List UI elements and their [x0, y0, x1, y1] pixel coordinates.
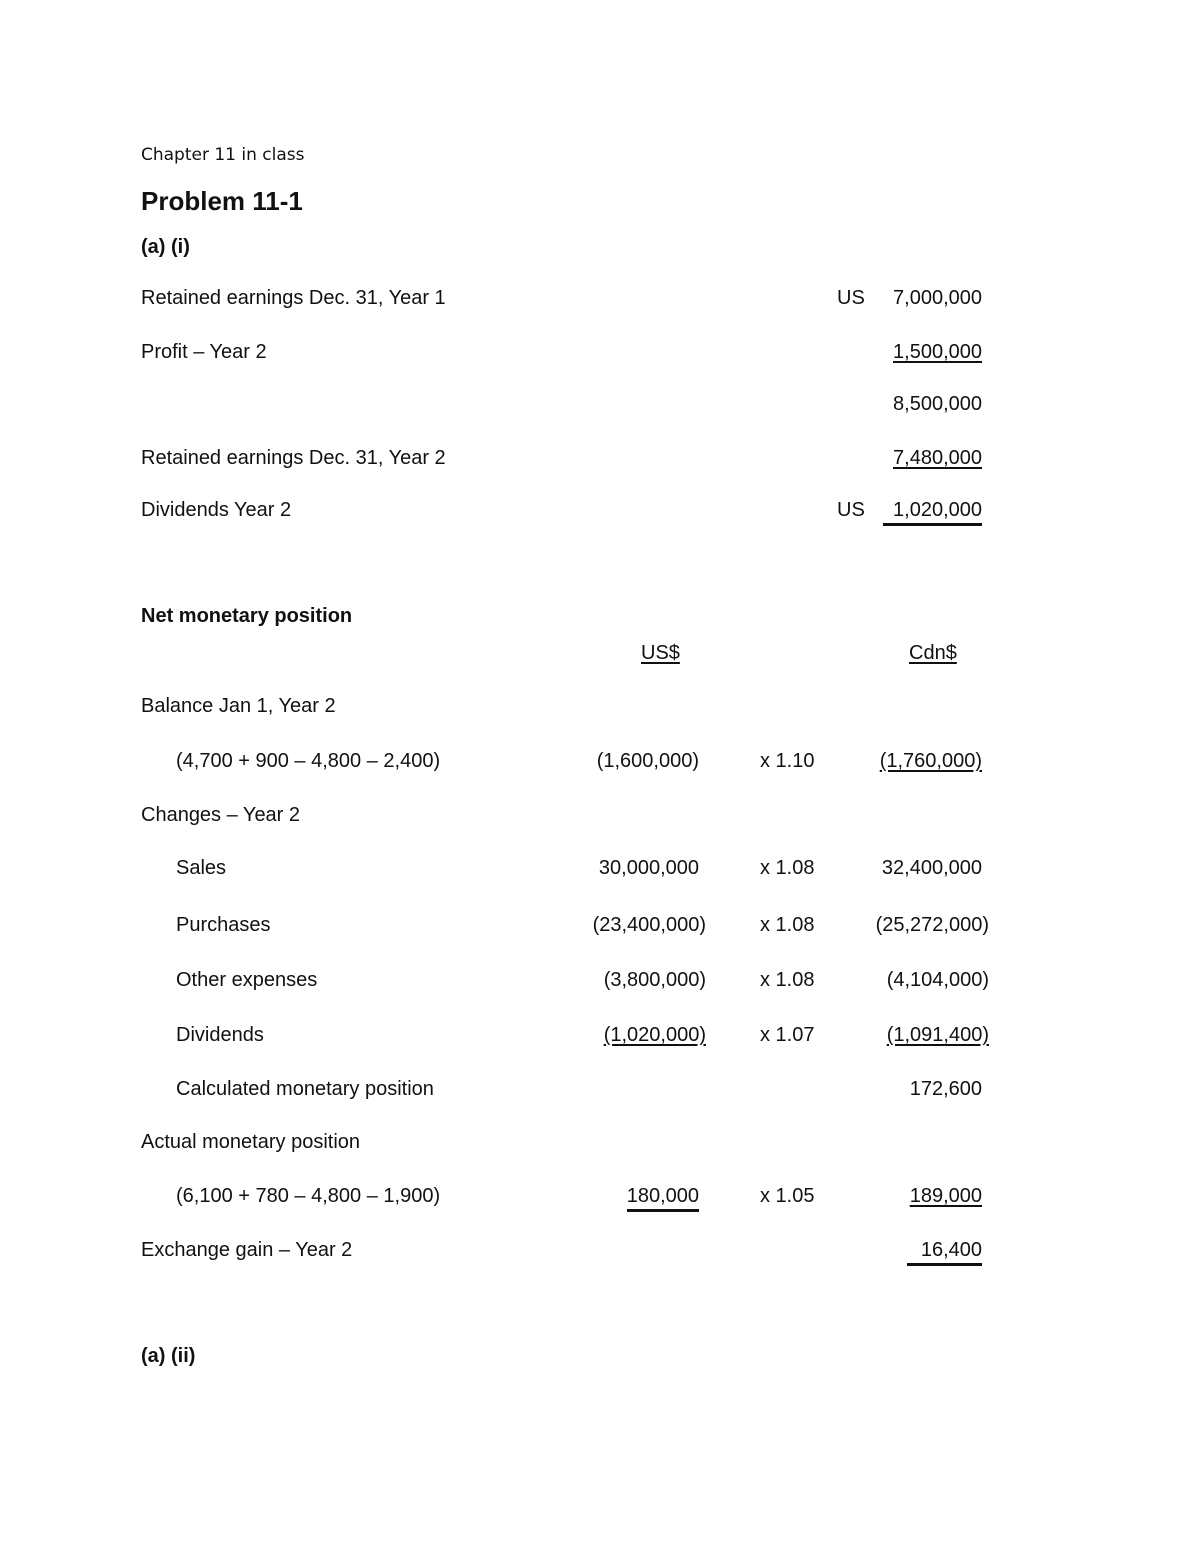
part-a-i-heading: (a) (i): [141, 236, 190, 258]
re-year2-value: 7,480,000: [893, 447, 982, 469]
re-year1-value: 7,000,000: [893, 287, 982, 309]
actual-rate: x 1.05: [760, 1185, 815, 1207]
actual-label: Actual monetary position: [141, 1131, 361, 1153]
dividends-currency: US: [837, 499, 865, 521]
row-other-expenses-rate: x 1.08: [760, 969, 815, 991]
row-purchases-cdn: (25,272,000): [875, 914, 989, 936]
calculated-cdn: 172,600: [909, 1078, 982, 1100]
col-usd-header: US$: [641, 642, 680, 664]
changes-label: Changes – Year 2: [141, 804, 301, 826]
row-dividends-rate: x 1.07: [760, 1024, 815, 1046]
balance-label: Balance Jan 1, Year 2: [141, 695, 336, 717]
net-monetary-heading: Net monetary position: [141, 605, 353, 627]
profit-value: 1,500,000: [893, 341, 982, 363]
balance-rate: x 1.10: [760, 750, 815, 772]
dividends-label: Dividends Year 2: [141, 499, 292, 521]
calculated-label: Calculated monetary position: [176, 1078, 434, 1100]
balance-usd: (1,600,000): [596, 750, 699, 772]
subtotal-value: 8,500,000: [893, 393, 982, 415]
balance-cdn: (1,760,000): [879, 750, 982, 772]
chapter-label: Chapter 11 in class: [141, 145, 305, 165]
part-a-ii-heading: (a) (ii): [141, 1345, 196, 1367]
profit-label: Profit – Year 2: [141, 341, 267, 363]
row-sales-usd: 30,000,000: [598, 857, 699, 879]
col-cdn-header: Cdn$: [909, 642, 957, 664]
row-dividends-label: Dividends: [176, 1024, 264, 1046]
row-sales-rate: x 1.08: [760, 857, 815, 879]
row-other-expenses-label: Other expenses: [176, 969, 318, 991]
re-year1-label: Retained earnings Dec. 31, Year 1: [141, 287, 446, 309]
row-dividends-cdn: (1,091,400): [886, 1024, 989, 1046]
actual-calc: (6,100 + 780 – 4,800 – 1,900): [176, 1185, 441, 1207]
problem-title: Problem 11-1: [141, 186, 303, 216]
actual-cdn: 189,000: [909, 1185, 982, 1207]
row-purchases-label: Purchases: [176, 914, 271, 936]
row-dividends-usd: (1,020,000): [603, 1024, 706, 1046]
row-sales-cdn: 32,400,000: [881, 857, 982, 879]
balance-calc: (4,700 + 900 – 4,800 – 2,400): [176, 750, 441, 772]
re-year1-currency: US: [837, 287, 865, 309]
re-year2-label: Retained earnings Dec. 31, Year 2: [141, 447, 446, 469]
row-purchases-usd: (23,400,000): [592, 914, 706, 936]
row-purchases-rate: x 1.08: [760, 914, 815, 936]
row-other-expenses-usd: (3,800,000): [603, 969, 706, 991]
gain-label: Exchange gain – Year 2: [141, 1239, 353, 1261]
gain-cdn: 16,400: [907, 1238, 982, 1266]
dividends-value: 1,020,000: [883, 498, 982, 526]
row-other-expenses-cdn: (4,104,000): [886, 969, 989, 991]
actual-usd: 180,000: [627, 1184, 699, 1212]
row-sales-label: Sales: [176, 857, 227, 879]
